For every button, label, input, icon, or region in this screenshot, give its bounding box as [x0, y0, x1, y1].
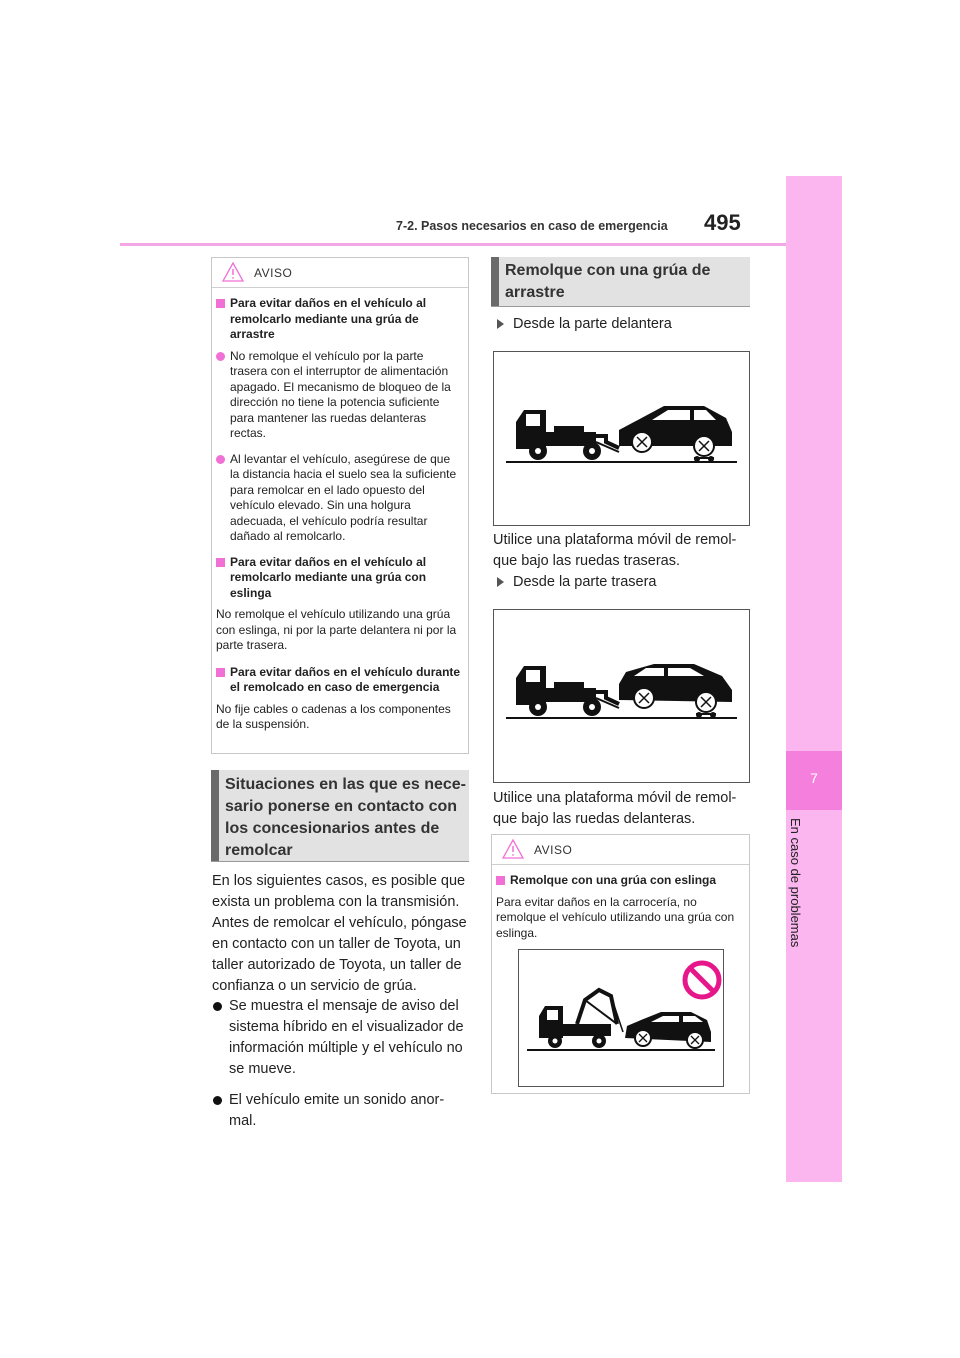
heading-line: Situaciones en las que es nece-	[225, 776, 466, 793]
tow-item-text: Desde la parte delantera	[513, 316, 672, 332]
tow-caption-rear	[493, 788, 751, 830]
tow-truck-front-illustration	[494, 352, 749, 525]
heading-line: arrastre	[505, 284, 565, 301]
aviso-subheading-text: Para evitar daños en el vehículo durante el remolcado en caso de emergencia	[230, 664, 461, 694]
text-line: taller autorizado de Toyota, un taller de	[212, 957, 462, 973]
warning-triangle-icon	[222, 262, 244, 282]
aviso-header	[492, 835, 749, 865]
tow-item-front	[493, 314, 751, 335]
tow-truck-rear-illustration	[494, 610, 749, 782]
heading-line: Remolque con una grúa de	[505, 262, 711, 279]
dealer-bullet-warning	[213, 996, 471, 1080]
aviso-label: AVISO	[534, 843, 573, 857]
text-line: Antes de remolcar el vehículo, póngase	[212, 915, 467, 931]
square-bullet-icon	[216, 558, 225, 567]
aviso-box-sling	[491, 834, 750, 1094]
sling-tow-prohibited-illustration	[519, 950, 723, 1086]
aviso-text: No fije cables o cadenas a los componentes de la suspensión.	[216, 701, 451, 731]
text-line: En los siguientes casos, es posible que	[212, 873, 466, 889]
aviso-subheading	[496, 873, 743, 889]
dot-bullet-icon	[216, 455, 225, 464]
text-line: se mueve.	[229, 1061, 296, 1077]
dot-bullet-icon	[213, 1096, 222, 1105]
chapter-side-tab	[786, 176, 842, 1182]
aviso-bullet	[216, 349, 462, 442]
text-line: exista un problema con la transmisión.	[212, 894, 460, 910]
aviso-bullet-text: No remolque el vehículo por la parte trasera con el interruptor de alimentación apagado. El mecanismo de bloqueo de la dirección no tiene la potencia suficiente para mantener las ruedas delanteras rectas.	[230, 348, 451, 440]
aviso-subheading	[216, 296, 462, 343]
header-title: 7-2. Pasos necesarios en caso de emergencia	[396, 219, 668, 233]
dot-bullet-icon	[213, 1002, 222, 1011]
text-line: mal.	[229, 1113, 257, 1129]
section-heading-dealer	[211, 770, 469, 862]
text-line: Utilice una plataforma móvil de remol-	[493, 532, 737, 548]
aviso-bullet-text: Al levantar el vehículo, asegúrese de que la distancia hacia el suelo sea la suficiente para remolcar en el lado opuesto del vehículo elevado. Sin una holgura adecuada, el vehículo podría resultar dañado al remolcarlo.	[230, 451, 457, 543]
header-rule	[120, 243, 786, 246]
aviso-subheading-text: Para evitar daños en el vehículo al remolcarlo mediante una grúa de arrastre	[230, 296, 427, 341]
aviso-text: No remolque el vehículo utilizando una grúa con eslinga, ni por la parte delantera ni por la parte trasera.	[216, 607, 457, 652]
aviso-subheading-text: Remolque con una grúa con eslinga	[510, 873, 717, 887]
text-line: en contacto con un taller de Toyota, un	[212, 936, 461, 952]
aviso-subheading	[216, 555, 462, 602]
square-bullet-icon	[216, 668, 225, 677]
page-number: 495	[704, 210, 741, 235]
chapter-number: 7	[810, 770, 818, 786]
arrow-bullet-icon	[497, 577, 504, 587]
text-line: Utilice una plataforma móvil de remol-	[493, 790, 737, 806]
text-line: confianza o un servicio de grúa.	[212, 978, 417, 994]
heading-bar	[491, 257, 499, 306]
section-heading-tow	[491, 257, 750, 307]
heading-line: remolcar	[225, 842, 293, 859]
dealer-bullet-noise	[213, 1090, 471, 1132]
heading-line: sario ponerse en contacto con	[225, 798, 458, 815]
aviso-subheading-text: Para evitar daños en el vehículo al remolcarlo mediante una grúa con eslinga	[230, 554, 427, 600]
aviso-box-towing	[211, 257, 469, 754]
tow-item-text: Desde la parte trasera	[513, 574, 657, 590]
figure-tow-front	[493, 351, 750, 526]
dot-bullet-icon	[216, 352, 225, 361]
text-line: información múltiple y el vehículo no	[229, 1040, 463, 1056]
aviso-text: Para evitar daños en la carrocería, no remolque el vehículo utilizando una grúa con eslinga.	[496, 894, 735, 940]
aviso-bullet	[216, 452, 462, 545]
aviso-header	[212, 258, 468, 288]
figure-sling-prohibited	[518, 949, 724, 1087]
tow-caption-front	[493, 530, 751, 572]
square-bullet-icon	[216, 299, 225, 308]
warning-triangle-icon	[502, 839, 524, 859]
heading-bar	[211, 770, 219, 861]
square-bullet-icon	[496, 876, 505, 885]
arrow-bullet-icon	[497, 319, 504, 329]
text-line: El vehículo emite un sonido anor-	[229, 1092, 445, 1108]
tow-item-rear	[493, 572, 751, 593]
aviso-label: AVISO	[254, 266, 293, 280]
figure-tow-rear	[493, 609, 750, 783]
heading-line: los concesionarios antes de	[225, 820, 440, 837]
text-line: que bajo las ruedas traseras.	[493, 553, 680, 569]
text-line: sistema híbrido en el visualizador de	[229, 1019, 464, 1035]
chapter-label: En caso de problemas	[788, 818, 803, 948]
dealer-intro-text	[212, 871, 470, 997]
aviso-subheading	[216, 665, 462, 696]
text-line: que bajo las ruedas delanteras.	[493, 811, 696, 827]
text-line: Se muestra el mensaje de aviso del	[229, 998, 459, 1014]
